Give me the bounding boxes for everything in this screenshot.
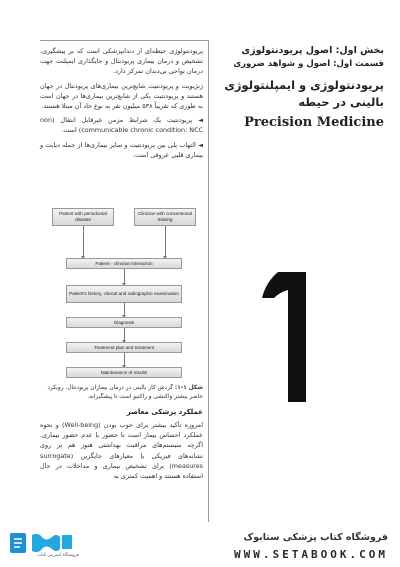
header-rule [40,40,208,41]
chapter-title-english: Precision Medicine [244,115,384,130]
body-text-2 [40,420,203,524]
paragraph: پریودنتولوژی حیطه‌ای از دندانپزشکی است که بر پیشگیری، تشخیص و درمان بیماری پریودنتال و جایگذاری ایمپلنت جهت درمان نواحی بی‌دندان تمرکز دارد. [40,47,203,76]
bullet-item: ◄ پریودنتیت یک شرایط مزمن غیرقابل انتقال (non communicable chronic condition: NCC) است. [40,116,203,135]
section-title: قسمت اول: اصول و شواهد ضروری [233,59,384,69]
chapter-header [214,44,384,130]
box-history: Patient's history, clinical and radiographic examination [66,285,182,303]
box-treatment: Treatment plan and treatment [66,342,182,353]
section-heading: عملکرد پزشکی معاصر [126,408,203,416]
bullet-item: ◄ التهاب پلی بین پریودنتیت و سایر بیماری‌ها از جمله دیابت و بیماری قلبی عروقی است. [40,140,204,159]
box-patient: Patient with periodontal disease [52,208,114,226]
figure-caption [40,384,203,401]
store-banner [0,526,400,567]
store-name: فروشگاه کتاب پزشکی ستابوک [243,532,388,543]
chapter-title-line2: بالینی در حیطه [298,95,384,109]
column-divider [208,40,209,522]
svg-text:1: 1 [288,410,289,411]
chapter-title: پریودنتولوژی و ایمپلنتولوژی [224,78,384,92]
store-url[interactable]: WWW.SETABOOK.COM [234,548,388,561]
arrow-icon [165,226,166,256]
box-clinician: Clinician with conventional training [134,208,196,226]
arrow-icon [83,226,84,256]
bullet-icon: ◄ [195,140,204,149]
paragraph: ژنژیویت و پریودنتیت شایع‌ترین بیماری‌های پریودنتال در جهان هستند و پریودنتیت یکی از شایع‌ترین بیماری‌ها در جهان است به طوری که تقریباً ۵۳۸ میلیون نفر به نوع حاد آن مبتلا هستند. [40,81,203,111]
arrow-icon [124,328,125,340]
caption-label: شکل ۱-۱: [174,385,203,391]
logo-caption: فروشگاه اینترنتی کتاب [37,553,79,558]
part-title: بخش اول: اصول پریودنتولوژی [241,45,384,56]
box-interaction: Patient - clinician interaction [66,258,182,269]
box-diagnosis: Diagnosis [66,317,182,328]
bullet-icon: ◄ [192,116,203,125]
caption-text: گردش کار بالینی در درمان بیماران پریودنتال. رویکرد حاضر بیشتر واکنشی و راکتیو است تا پیشگیرانه. [47,385,203,400]
arrow-icon [124,353,125,365]
chapter-number [248,262,328,412]
paragraph: امروزه تأکید بیشتر برای خوب بودن (Well-being) و نحوه عملکرد احساس بیمار است تا حضور یا عدم حضور بیماری. اگرچه سیستم‌های مراقبت بهداشتی هنوز هم بر روی نشانه‌های فیزیکی یا معیارهای جایگزین (surrogate measures) برای تشخیص بیماری و مداخلات در حال استفاده هستند و اهمیت کمتری به [40,421,203,481]
arrow-icon [124,269,125,283]
box-maintenance: Maintenance of results [66,367,182,378]
workflow-diagram [44,208,204,380]
arrow-icon [124,303,125,315]
body-text [40,46,203,164]
